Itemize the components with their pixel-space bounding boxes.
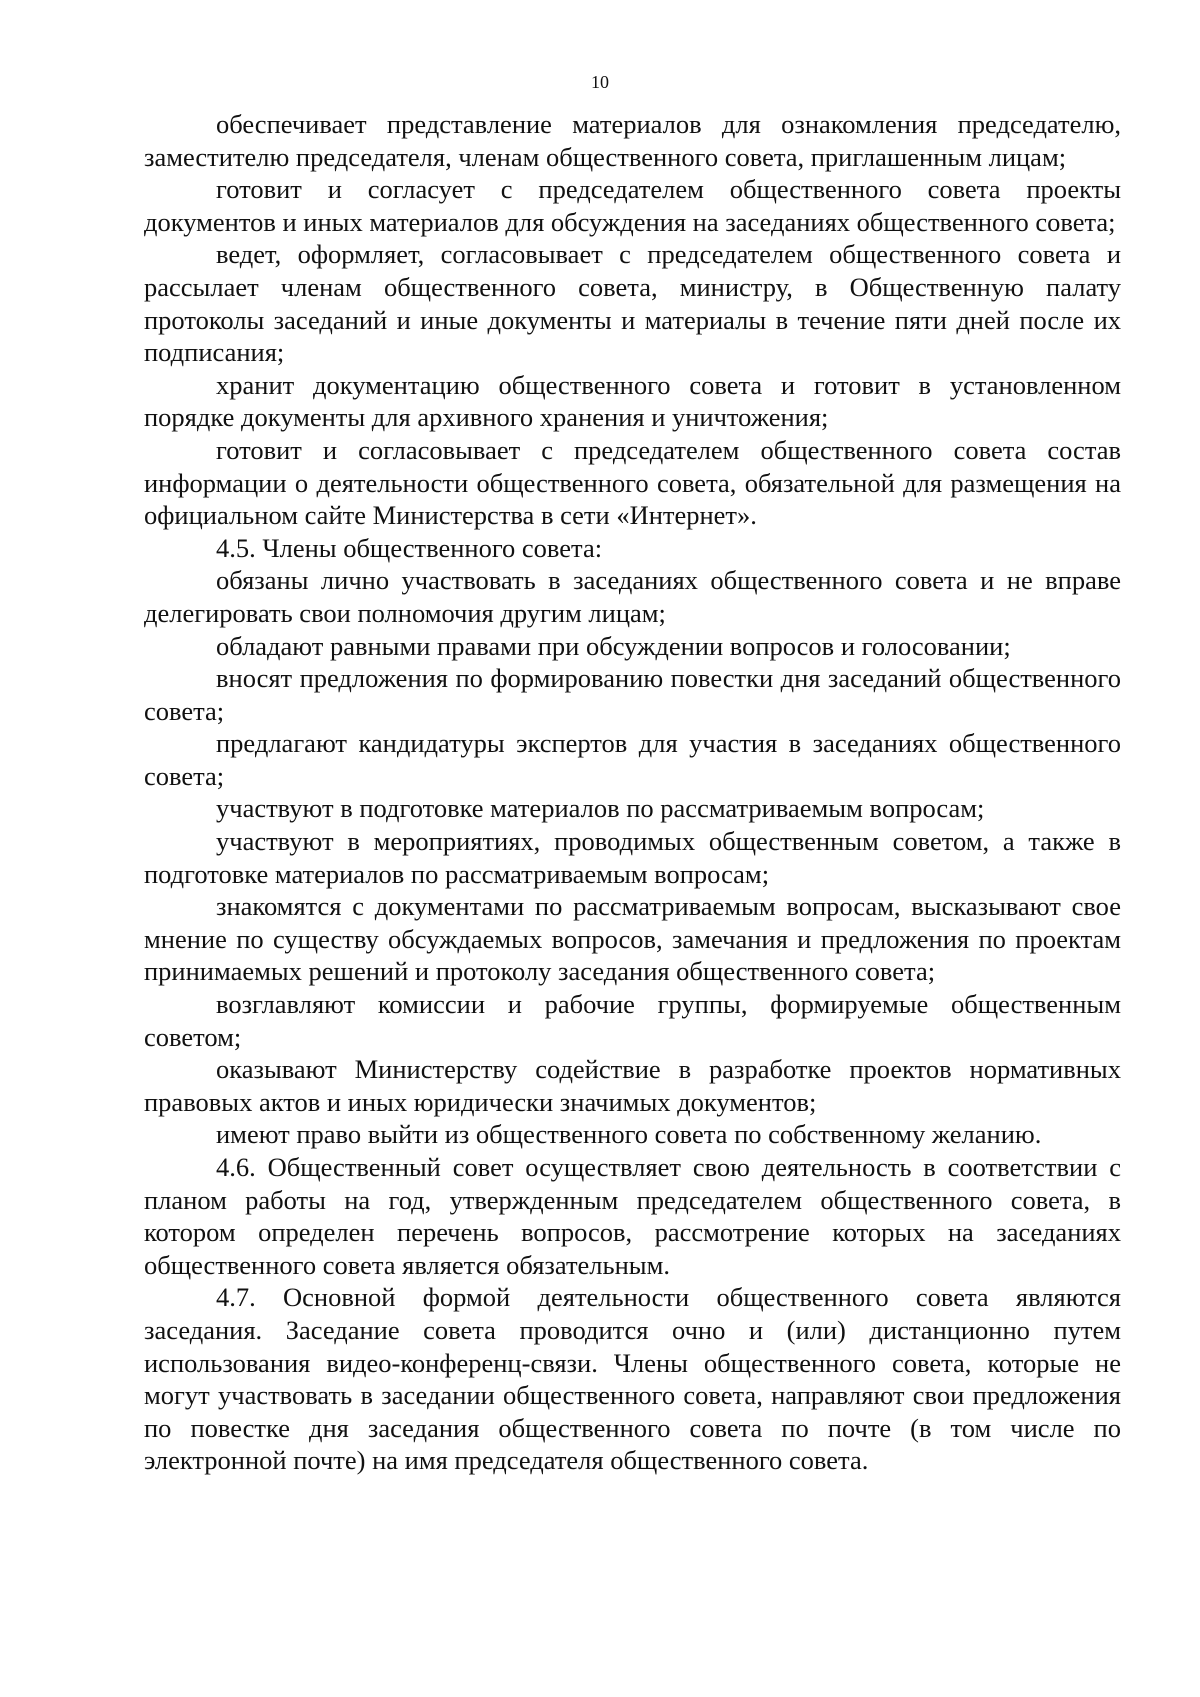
paragraph-secretary-materials: обеспечивает представление материалов для ознакомления председателю, заместителю председателя, членам общественного совета, приглашенным лицам; bbox=[144, 109, 1121, 172]
paragraph-members-commissions: возглавляют комиссии и рабочие группы, формируемые общественным советом; bbox=[144, 989, 1121, 1052]
paragraph-members-agenda: вносят предложения по формированию повестки дня заседаний общественного совета; bbox=[144, 663, 1121, 726]
paragraph-secretary-website-info: готовит и согласовывает с председателем общественного совета состав информации о деятельности общественного совета, обязательной для размещения на официальном сайте Министерства в сети «Интернет». bbox=[144, 434, 1121, 531]
paragraph-members-equal-rights: обладают равными правами при обсуждении вопросов и голосовании; bbox=[216, 630, 1011, 661]
paragraph-members-documents: знакомятся с документами по рассматриваемым вопросам, высказывают свое мнение по существу обсуждаемых вопросов, замечания и предложения по проектам принимаемых решений и протоколу заседания общественного совета; bbox=[144, 891, 1121, 987]
section-4-7-paragraph: 4.7. Основной формой деятельности общественного совета являются заседания. Заседание совета проводится очно и (или) дистанционно путем использования видео-конференц-связи. Члены общественного совета, которые не могут участвовать в заседании общественного совета, направляют свои предложения по повестке дня заседания общественного совета по почте (в том числе по электронной почте) на имя председателя общественного совета. bbox=[144, 1282, 1121, 1476]
paragraph-members-events: участвуют в мероприятиях, проводимых общественным советом, а также в подготовке материалов по рассматриваемым вопросам; bbox=[144, 826, 1121, 889]
paragraph-members-assistance: оказывают Министерству содействие в разработке проектов нормативных правовых актов и иных юридически значимых документов; bbox=[144, 1054, 1121, 1117]
paragraph-members-participate: обязаны лично участвовать в заседаниях общественного совета и не вправе делегировать свои полномочия другим лицам; bbox=[144, 565, 1121, 628]
paragraph-secretary-drafts: готовит и согласует с председателем общественного совета проекты документов и иных материалов для обсуждения на заседаниях общественного совета; bbox=[144, 174, 1121, 237]
paragraph-secretary-archive: хранит документацию общественного совета и готовит в установленном порядке документы для архивного хранения и уничтожения; bbox=[144, 369, 1121, 433]
section-4-6-paragraph: 4.6. Общественный совет осуществляет свою деятельность в соответствии с планом работы на год, утвержденным председателем общественного совета, в котором определен перечень вопросов, рассмотрение которых на заседаниях общественного совета является обязательным. bbox=[144, 1152, 1121, 1280]
paragraph-members-materials: участвуют в подготовке материалов по рассматриваемым вопросам; bbox=[216, 793, 985, 824]
section-4-5-heading: 4.5. Члены общественного совета: bbox=[216, 532, 603, 563]
paragraph-members-experts: предлагают кандидатуры экспертов для участия в заседаниях общественного совета; bbox=[144, 728, 1121, 791]
document-body bbox=[144, 108, 1121, 1477]
paragraph-secretary-protocols: ведет, оформляет, согласовывает с председателем общественного совета и рассылает членам общественного совета, министру, в Общественную палату протоколы заседаний и иные документы и материалы в течение пяти дней после их подписания; bbox=[144, 239, 1121, 368]
page-number: 10 bbox=[591, 72, 609, 92]
paragraph-members-withdraw: имеют право выйти из общественного совета по собственному желанию. bbox=[216, 1119, 1042, 1150]
